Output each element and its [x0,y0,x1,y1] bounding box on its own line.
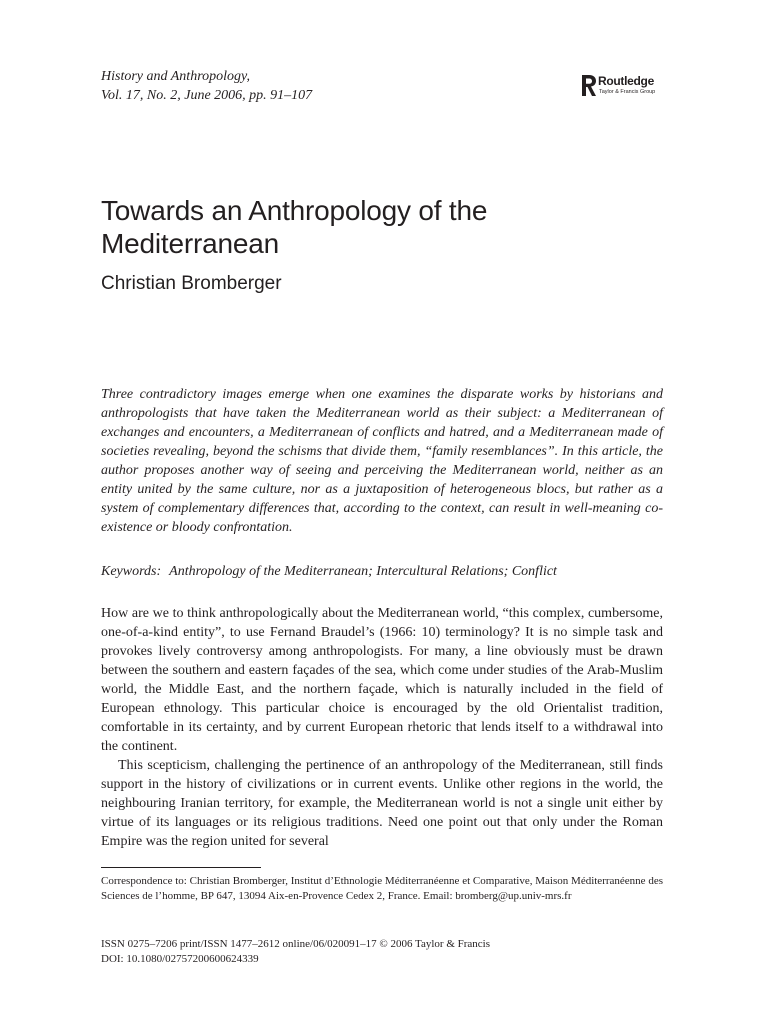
body-paragraph: This scepticism, challenging the pertinence of an anthropology of the Mediterranean, still finds support in the history of civilizations or in current events. Unlike other regions in the world, the neighbouring Iranian territory, for example, the Mediterranean world is not a single unit either by virtue of its languages or its religious traditions. Need one point out that only under the Roman Empire was the region united for several [101,758,663,849]
keywords-list: Anthropology of the Mediterranean; Intercultural Relations; Conflict [169,564,557,579]
publisher-logo [580,74,680,98]
abstract: Three contradictory images emerge when one examines the disparate works by historians and anthropologists that have taken the Mediterranean world as their subject: a Mediterranean of exchanges and encounters, a Mediterranean of conflicts and hatred, and a Mediterranean made of societies revealing, beyond the schisms that divide them, “family resemblances”. In this article, the author proposes another way of seeing and perceiving the Mediterranean world, neither as an entity united by the same culture, nor as a juxtaposition of heterogeneous blocs, but rather as a system of complementary differences that, according to the context, can result in well-meaning co-existence or bloody confrontation. [101,387,663,535]
publisher-name: Routledge [598,74,654,88]
keywords-label: Keywords: [101,564,162,579]
doi-line: DOI: 10.1080/02757200600624339 [101,952,259,965]
correspondence-note: Correspondence to: Christian Bromberger, Institut d’Ethnologie Méditerranéenne et Comparative, Maison Méditerranéenne des Sciences de l’homme, BP 647, 13094 Aix-en-Provence Cedex 2, France. Email: bromberg@up.univ-mrs.fr [101,875,663,902]
article-title: Towards an Anthropology of the Mediterranean [101,195,488,259]
publisher-subtitle: Taylor & Francis Group [599,89,656,95]
article-author: Christian Bromberger [101,273,282,294]
publication-identifiers [101,937,490,966]
issn-line: ISSN 0275–7206 print/ISSN 1477–2612 online/06/020091–17 © 2006 Taylor & Francis [101,938,491,950]
journal-citation [101,67,312,105]
body-text [101,604,663,851]
footnote-divider [101,867,261,868]
body-paragraph: How are we to think anthropologically about the Mediterranean world, “this complex, cumbersome, one-of-a-kind entity”, to use Fernand Braudel’s (1966: 10) terminology? It is no simple task and provokes lively controversy among anthropologists. For many, a line obviously must be drawn between the southern and eastern façades of the sea, which come under studies of the Arab-Muslim world, the Middle East, and the northern façade, which is naturally included in the field of European ethnology. This particular choice is encouraged by the old Orientalist tradition, comfortable in its certainty, and by current European rhetoric that lends itself to a withdrawal into the continent. [101,606,663,754]
keywords-line [101,562,557,581]
routledge-r-icon [580,74,598,98]
journal-volume: Vol. 17, No. 2, June 2006, pp. 91–107 [101,88,313,103]
journal-name: History and Anthropology, [101,69,250,84]
